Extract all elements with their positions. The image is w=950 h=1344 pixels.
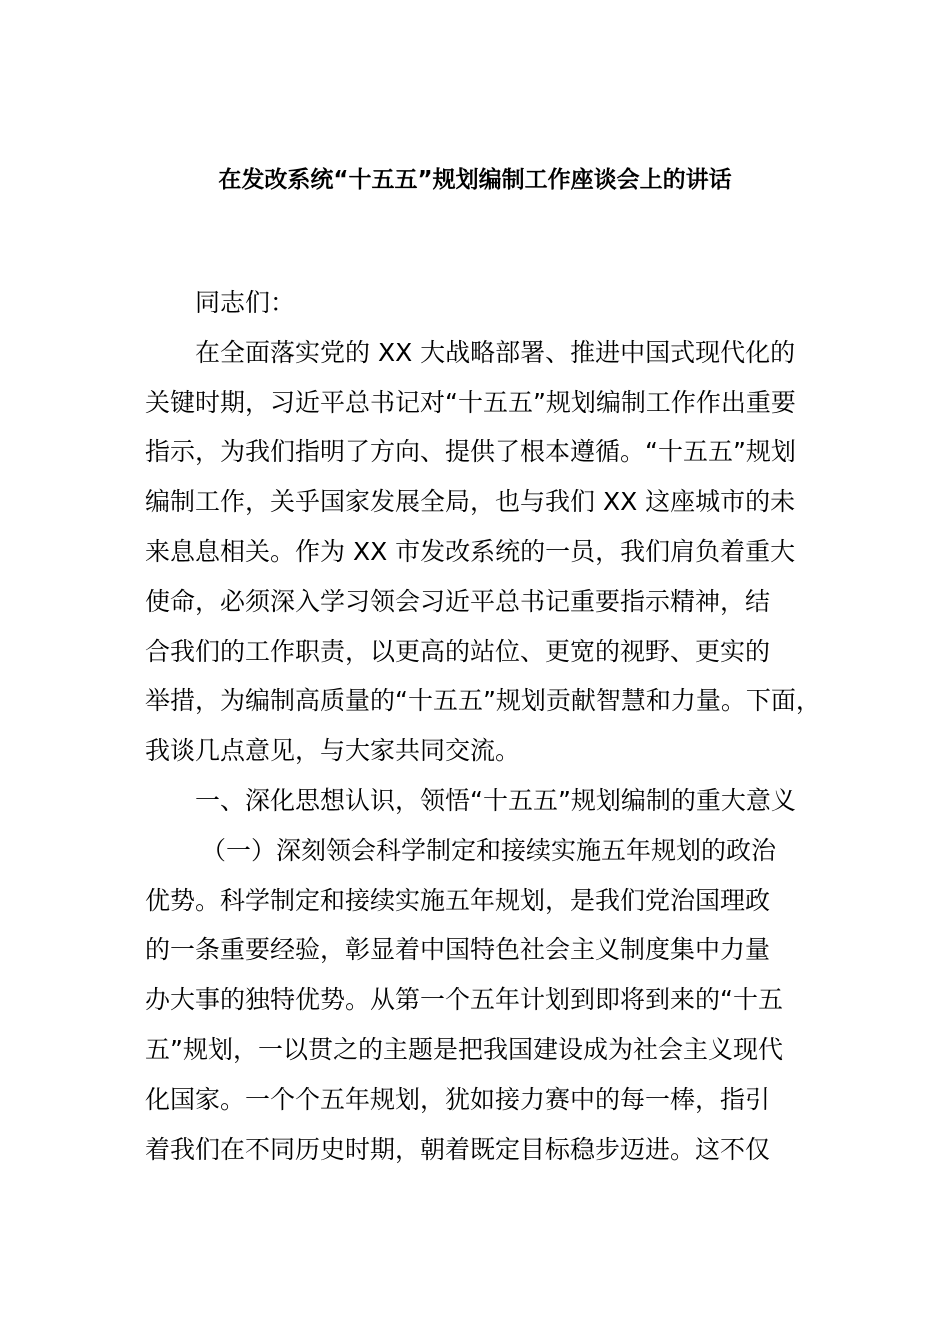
paragraph-line: 在全面落实党的 XX 大战略部署、推进中国式现代化的 <box>195 337 796 367</box>
paragraph-line: 办大事的独特优势。从第一个五年计划到即将到来的“十五 <box>145 985 783 1015</box>
paragraph-line: 来息息相关。作为 XX 市发改系统的一员，我们肩负着重大 <box>145 536 796 566</box>
paragraph-line: 我谈几点意见，与大家共同交流。 <box>145 736 521 766</box>
subsection-heading-line: （一）深刻领会科学制定和接续实施五年规划的政治 <box>201 835 777 865</box>
paragraph-line: 合我们的工作职责，以更高的站位、更宽的视野、更实的 <box>145 636 771 666</box>
salutation-line: 同志们： <box>195 288 296 317</box>
paragraph-line: 指示，为我们指明了方向、提供了根本遵循。“十五五”规划 <box>145 437 796 467</box>
paragraph-line: 编制工作，关乎国家发展全局，也与我们 XX 这座城市的未 <box>145 487 796 517</box>
document-body <box>145 278 830 1174</box>
paragraph-line: 的一条重要经验，彰显着中国特色社会主义制度集中力量 <box>145 935 771 965</box>
section-heading: 一、深化思想认识，领悟“十五五”规划编制的重大意义 <box>195 785 796 815</box>
paragraph-line: 化国家。一个个五年规划，犹如接力赛中的每一棒，指引 <box>145 1084 771 1114</box>
document-title: 在发改系统“十五五”规划编制工作座谈会上的讲话 <box>218 167 732 193</box>
paragraph-line: 使命，必须深入学习领会习近平总书记重要指示精神，结 <box>145 586 771 616</box>
paragraph-line: 着我们在不同历史时期，朝着既定目标稳步迈进。这不仅 <box>145 1134 771 1164</box>
paragraph-line: 五”规划，一以贯之的主题是把我国建设成为社会主义现代 <box>145 1034 783 1064</box>
paragraph-line: 优势。科学制定和接续实施五年规划，是我们党治国理政 <box>145 885 771 915</box>
paragraph-line: 关键时期，习近平总书记对“十五五”规划编制工作作出重要 <box>145 387 796 417</box>
paragraph-line: 举措，为编制高质量的“十五五”规划贡献智慧和力量。下面， <box>145 686 821 716</box>
